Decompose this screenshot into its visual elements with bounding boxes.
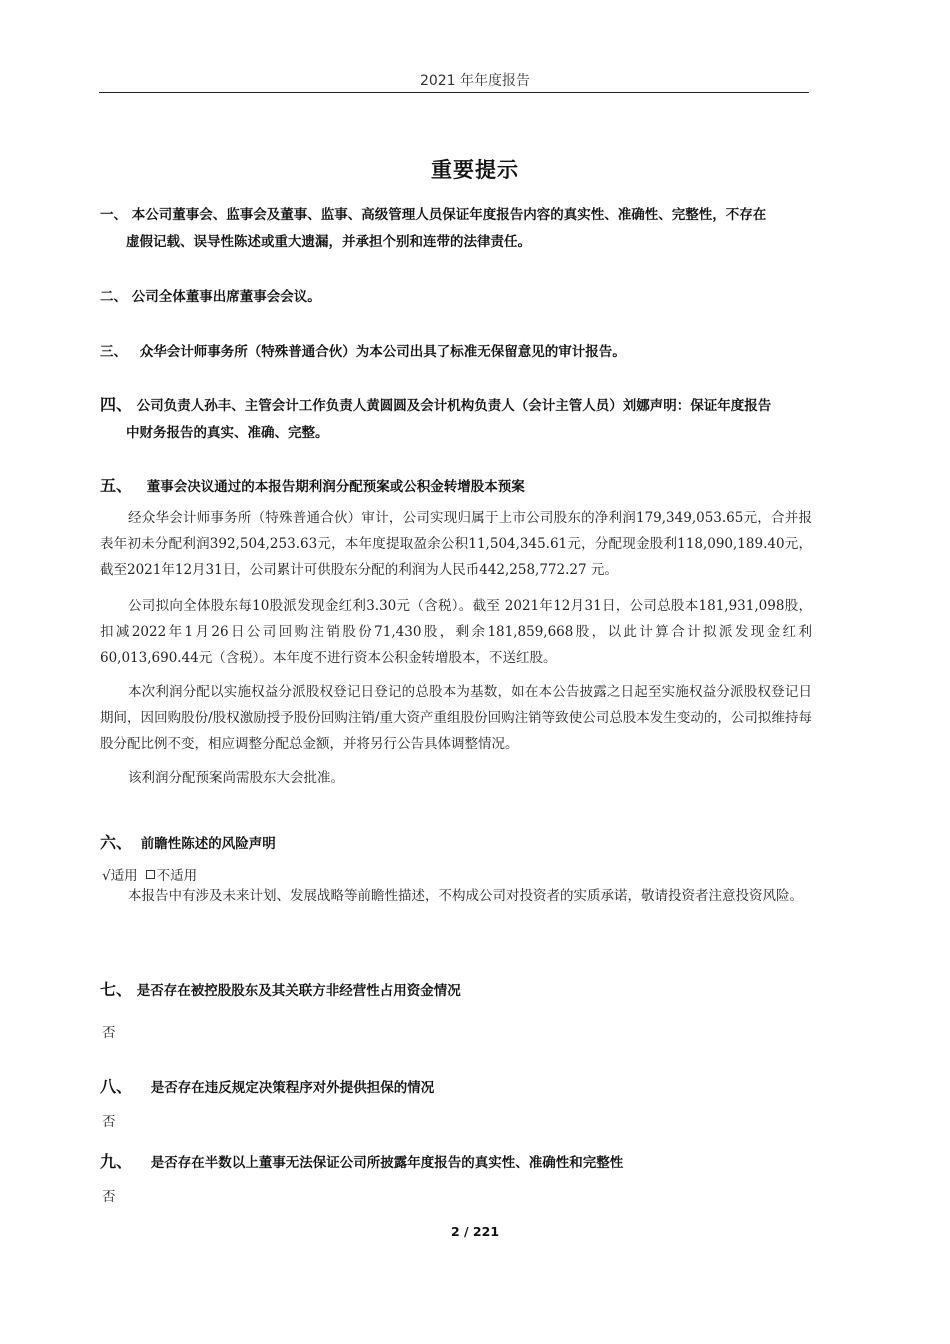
section-9-answer: 否 (102, 1189, 116, 1205)
section-6-number: 六、 (100, 833, 133, 852)
section-5-paragraph-4: 该利润分配预案尚需股东大会批准。 (128, 770, 344, 786)
section-9-text: 是否存在半数以上董事无法保证公司所披露年度报告的真实性、准确性和完整性 (150, 1155, 624, 1171)
section-4-text: 公司负责人孙丰、主管会计工作负责人黄圆圆及会计机构负责人（会计主管人员）刘娜声明：保证年度报告 (136, 398, 772, 414)
section-1-number: 一、 (100, 207, 127, 223)
section-5-number: 五、 (100, 476, 133, 495)
page-title: 重要提示 (431, 158, 519, 182)
applicable-option: √适用 (102, 868, 138, 884)
section-8-number: 八、 (100, 1077, 133, 1096)
section-1 (100, 202, 812, 256)
section-3-number: 三、 (100, 344, 127, 360)
section-9 (100, 1148, 812, 1177)
section-3-text: 众华会计师事务所（特殊普通合伙）为本公司出具了标准无保留意见的审计报告。 (139, 344, 626, 360)
applicability-row (102, 864, 197, 884)
section-5-text: 董事会决议通过的本报告期利润分配预案或公积金转增股本预案 (146, 479, 525, 495)
section-9-number: 九、 (100, 1152, 133, 1171)
section-8-text: 是否存在违反规定决策程序对外提供担保的情况 (150, 1080, 435, 1096)
section-2-text: 公司全体董事出席董事会会议。 (131, 289, 321, 305)
section-1-continuation: 虚假记载、误导性陈述或重大遗漏，并承担个别和连带的法律责任。 (126, 234, 531, 250)
section-2 (100, 284, 812, 311)
section-6 (100, 829, 812, 858)
not-applicable-option: 不适用 (156, 868, 198, 884)
section-5-paragraph-1: 经众华会计师事务所（特殊普通合伙）审计，公司实现归属于上市公司股东的净利润179,349,053.65元，合并报表年初未分配利润392,504,253.63元，本年度提取盈余公积11,504,345.61元，分配现金股利118,090,189.40元，截至2021年12月31日，公司累计可供股东分配的利润为人民币442,258,772.27 元。 (100, 510, 812, 578)
section-6-text: 前瞻性陈述的风险声明 (140, 836, 276, 852)
page-header: 2021 年年度报告 (419, 73, 531, 89)
page-number: 2 / 221 (450, 1224, 500, 1239)
section-4-continuation: 中财务报告的真实、准确、完整。 (126, 425, 329, 441)
header-divider (99, 92, 809, 93)
section-7-answer: 否 (102, 1025, 116, 1041)
section-8 (100, 1073, 812, 1102)
section-7 (100, 976, 812, 1005)
section-1-text: 本公司董事会、监事会及董事、监事、高级管理人员保证年度报告内容的真实性、准确性、完整性，不存在 (131, 207, 767, 223)
section-5-paragraph-2: 公司拟向全体股东每10股派发现金红利3.30元（含税）。截至 2021年12月31日，公司总股本181,931,098股，扣减2022年1月26日公司回购注销股份71,430股，剩余181,859,668股，以此计算合计拟派发现金红利60,013,690.44元（含税）。本年度不进行资本公积金转增股本，不送红股。 (100, 598, 812, 666)
section-5 (100, 472, 812, 501)
section-4 (100, 391, 812, 447)
section-7-number: 七、 (100, 980, 133, 999)
section-4-number: 四、 (100, 395, 133, 414)
section-6-paragraph: 本报告中有涉及未来计划、发展战略等前瞻性描述，不构成公司对投资者的实质承诺，敬请投资者注意投资风险。 (128, 888, 803, 904)
section-5-paragraph-3: 本次利润分配以实施权益分派股权登记日登记的总股本为基数，如在本公告披露之日起至实施权益分派股权登记日期间，因回购股份/股权激励授予股份回购注销/重大资产重组股份回购注销等致使公司总股本发生变动的，公司拟维持每股分配比例不变，相应调整分配总金额，并将另行公告具体调整情况。 (100, 684, 812, 752)
section-2-number: 二、 (100, 289, 127, 305)
section-3 (100, 339, 812, 366)
checkbox-icon (146, 870, 155, 879)
section-7-text: 是否存在被控股股东及其关联方非经营性占用资金情况 (136, 983, 461, 999)
section-8-answer: 否 (102, 1114, 116, 1130)
